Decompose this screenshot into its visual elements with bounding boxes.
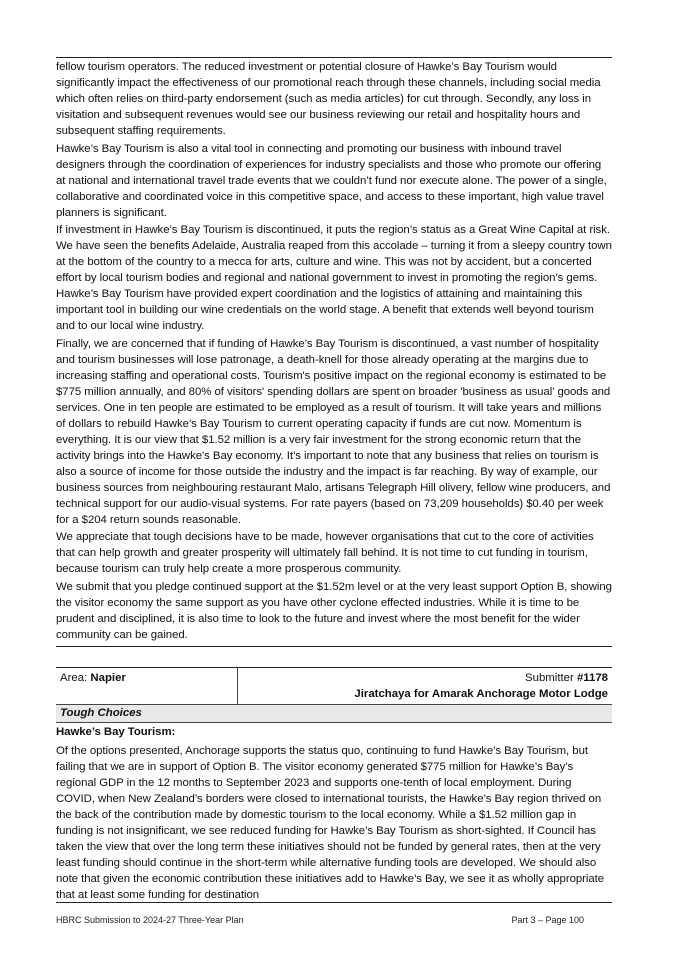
paragraph: Of the options presented, Anchorage supports the status quo, continuing to fund Hawke’s Bay Tourism, but failing that we are in support of Option B. The visitor economy generated $775 million for Hawke’s Bay’s regional GDP in the 12 months to September 2023 and supports one-tenth of local employment. During COVID, when New Zealand’s borders were closed to international tourists, the Hawke’s Bay region thrived on the back of the contribution made by domestic tourism to the local economy. While a $1.52 million gap in funding is not insignificant, we see reduced funding for Hawke’s Bay Tourism as short-sighted. If Council has taken the view that over the long term these initiatives should not be funded by general rates, then at the very least funding should continue in the short-term while alternative funding tools are developed. We should also note that given the economic contribution these initiatives add to Hawke’s Bay, we see it as wholly appropriate that at least some funding for destination <box>56 744 605 901</box>
area-label: Area: <box>60 671 91 684</box>
paragraph: fellow tourism operators. The reduced investment or potential closure of Hawke’s Bay Tourism would significantly impact the effectiveness of our promotional reach through these channels, including social media which often relies on third-party endorsement (such as media articles) for cut through. Secondly, any loss in visitation and subsequent revenues would see our business reviewing our retail and hospitality hours and subsequent staffing requirements. <box>56 61 601 137</box>
footer-page-number: Part 3 – Page 100 <box>511 915 584 925</box>
submission-header-table <box>56 667 612 705</box>
footer-doc-title: HBRC Submission to 2024-27 Three-Year Plan <box>56 915 244 925</box>
page-content <box>56 57 612 904</box>
area-value: Napier <box>90 671 126 684</box>
area-cell <box>56 667 238 704</box>
paragraph: We appreciate that tough decisions have to be made, however organisations that cut to the core of activities that can help growth and greater prosperity will ultimately fall behind. It is not time to cut funding in tourism, because tourism can truly help create a more prosperous community. <box>56 531 594 575</box>
submitter-name: Jiratchaya for Amarak Anchorage Motor Lodge <box>354 687 608 700</box>
submitter-cell <box>238 667 613 704</box>
paragraph: We submit that you pledge continued support at the $1.52m level or at the very least support Option B, showing the visitor economy the same support as you have other cyclone effected industries. While it is time to be prudent and disciplined, it is also time to look to the future and invest where the most benefit for the wider community can be gained. <box>56 580 612 641</box>
intro-section <box>56 59 612 643</box>
paragraph: Hawke’s Bay Tourism is also a vital tool in connecting and promoting our business with inbound travel designers through the coordination of experiences for industry specialists and those who promote our offering at national and international travel trade events that we couldn’t fund nor execute alone. The power of a single, collaborative and coordinated voice in this competitive space, and access to these important, high value travel planners is significant. <box>56 142 607 219</box>
paragraph: Finally, we are concerned that if funding of Hawke’s Bay Tourism is discontinued, a vast number of hospitality and tourism businesses will lose patronage, a death-knell for those already operating at the margins due to increasing staffing and operational costs. Tourism's positive impact on the regional economy is estimated to be $775 million annually, and 80% of visitors' spending dollars are spent on broader 'business as usual' goods and services. One in ten people are estimated to be employed as a result of tourism. It will take years and millions of dollars to rebuild Hawke’s Bay Tourism to current operating capacity if funds are cut now. Momentum is everything. It is our view that $1.52 million is a very fair investment for the strong economic return that the activity brings into the Hawke's Bay economy. It’s important to note that any business that relies on tourism is also a source of income for those outside the industry and the impact is far reaching. By way of example, our business sources from neighbouring restaurant Malo, artisans Telegraph Hill olivery, fellow wine producers, and technical support for our audio-visual systems. For rate payers (based on 73,209 households) $0.40 per week for a $204 return sounds reasonable. <box>56 337 611 526</box>
submission-body <box>56 724 612 903</box>
topic-heading: Hawke’s Bay Tourism: <box>56 725 176 738</box>
section-label: Tough Choices <box>56 705 612 723</box>
submitter-number: #1178 <box>576 671 608 684</box>
footer-rule <box>56 902 612 903</box>
paragraph: If investment in Hawke’s Bay Tourism is discontinued, it puts the region’s status as a Great Wine Capital at risk. We have seen the benefits Adelaide, Australia reaped from this accolade – turning it from a sleepy country town at the bottom of the country to a mecca for arts, culture and wine. This was not by accident, but a concerted effort by local tourism bodies and regional and national government to invest in promoting the region’s gems. Hawke’s Bay Tourism have provided expert coordination and the logistics of attaining and maintaining this important tool in building our wine credentials on the world stage. A benefit that extends well beyond tourism and to our local wine industry. <box>56 224 612 332</box>
submitter-label: Submitter <box>525 671 577 684</box>
footer <box>56 915 612 925</box>
